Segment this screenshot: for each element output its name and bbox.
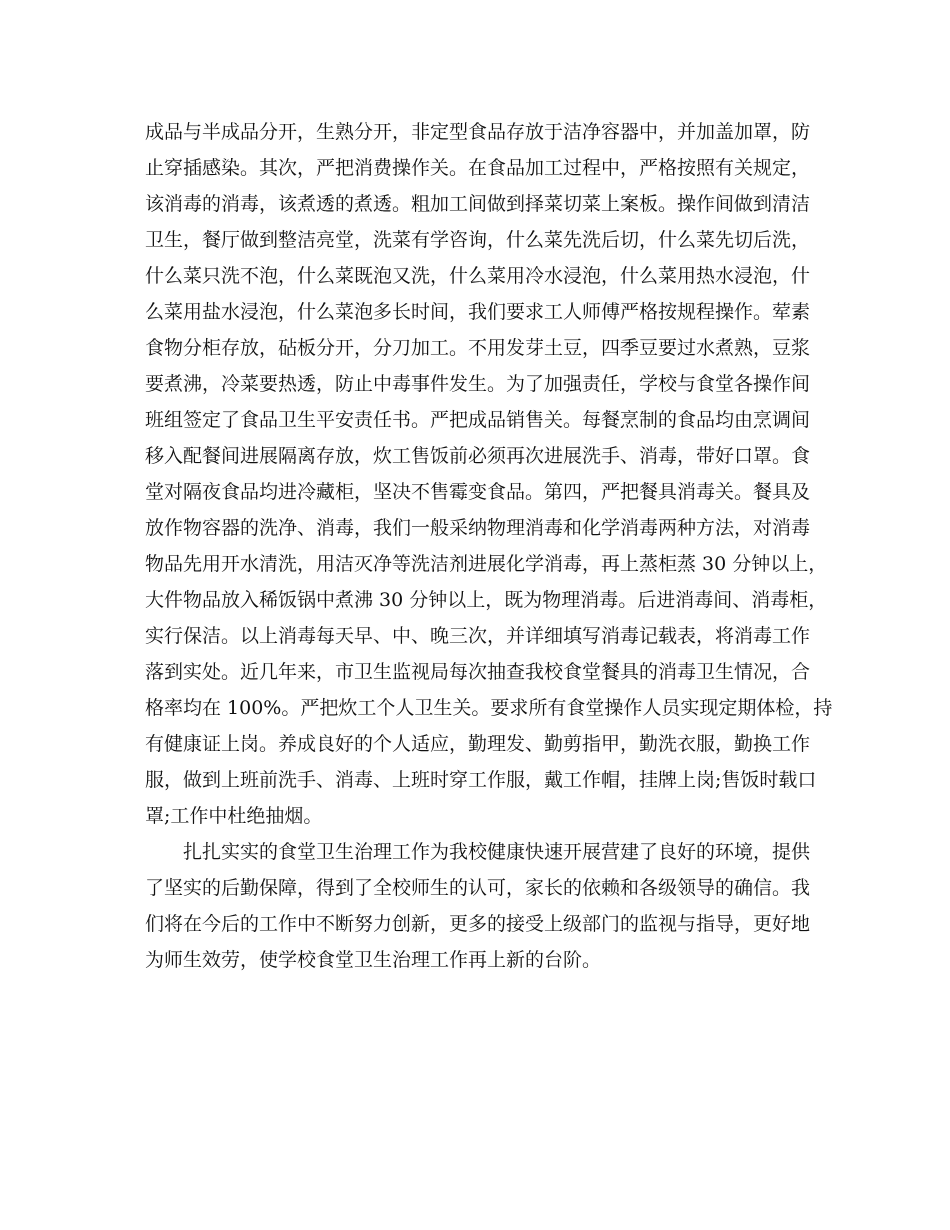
text-line: 物品先用开水清洗，用洁灭净等洗洁剂进展化学消毒，再上蒸柜蒸 30 分钟以上， <box>145 553 828 575</box>
text-line: 什么菜只洗不泡，什么菜既泡又洗，什么菜用冷水浸泡，什么菜用热水浸泡，什 <box>145 265 811 287</box>
text-line: 有健康证上岗。养成良好的个人适应，勤理发、勤剪指甲，勤洗衣服，勤换工作 <box>145 733 811 755</box>
text-line: 服，做到上班前洗手、消毒、上班时穿工作服，戴工作帽，挂牌上岗;售饭时载口 <box>145 769 817 791</box>
text-line: 扎扎实实的食堂卫生治理工作为我校健康快速开展营建了良好的环境，提供 <box>183 841 811 863</box>
text-line: 班组签定了食品卫生平安责任书。严把成品销售关。每餐烹制的食品均由烹调间 <box>145 409 811 431</box>
body-text <box>145 114 833 978</box>
paragraph-1 <box>145 114 833 834</box>
text-line: 堂对隔夜食品均进冷藏柜，坚决不售霉变食品。第四，严把餐具消毒关。餐具及 <box>145 481 811 503</box>
text-line: 大件物品放入稀饭锅中煮沸 30 分钟以上，既为物理消毒。后进消毒间、消毒柜， <box>145 589 828 611</box>
text-line: 成品与半成品分开，生熟分开，非定型食品存放于洁净容器中，并加盖加罩，防 <box>145 121 811 143</box>
text-line: 么菜用盐水浸泡，什么菜泡多长时间，我们要求工人师傅严格按规程操作。荤素 <box>145 301 811 323</box>
text-line: 们将在今后的工作中不断努力创新，更多的接受上级部门的监视与指导，更好地 <box>145 913 811 935</box>
text-line: 罩;工作中杜绝抽烟。 <box>145 805 323 827</box>
text-line: 移入配餐间进展隔离存放，炊工售饭前必须再次进展洗手、消毒，带好口罩。食 <box>145 445 811 467</box>
text-line: 为师生效劳，使学校食堂卫生治理工作再上新的台阶。 <box>145 949 602 971</box>
text-line: 要煮沸，冷菜要热透，防止中毒事件发生。为了加强责任，学校与食堂各操作间 <box>145 373 811 395</box>
text-line: 落到实处。近几年来，市卫生监视局每次抽查我校食堂餐具的消毒卫生情况，合 <box>145 661 811 683</box>
text-line: 实行保洁。以上消毒每天早、中、晚三次，并详细填写消毒记载表，将消毒工作 <box>145 625 811 647</box>
text-line: 卫生，餐厅做到整洁亮堂，洗菜有学咨询，什么菜先洗后切，什么菜先切后洗， <box>145 229 811 251</box>
text-line: 该消毒的消毒，该煮透的煮透。粗加工间做到择菜切菜上案板。操作间做到清洁 <box>145 193 811 215</box>
paragraph-2 <box>145 834 810 978</box>
text-line: 放作物容器的洗净、消毒，我们一般采纳物理消毒和化学消毒两种方法，对消毒 <box>145 517 811 539</box>
text-line: 食物分柜存放，砧板分开，分刀加工。不用发芽土豆，四季豆要过水煮熟，豆浆 <box>145 337 811 359</box>
text-line: 格率均在 100%。严把炊工个人卫生关。要求所有食堂操作人员实现定期体检，持 <box>145 697 833 719</box>
text-line: 了坚实的后勤保障，得到了全校师生的认可，家长的依赖和各级领导的确信。我 <box>145 877 811 899</box>
text-line: 止穿插感染。其次，严把消费操作关。在食品加工过程中，严格按照有关规定， <box>145 157 811 179</box>
